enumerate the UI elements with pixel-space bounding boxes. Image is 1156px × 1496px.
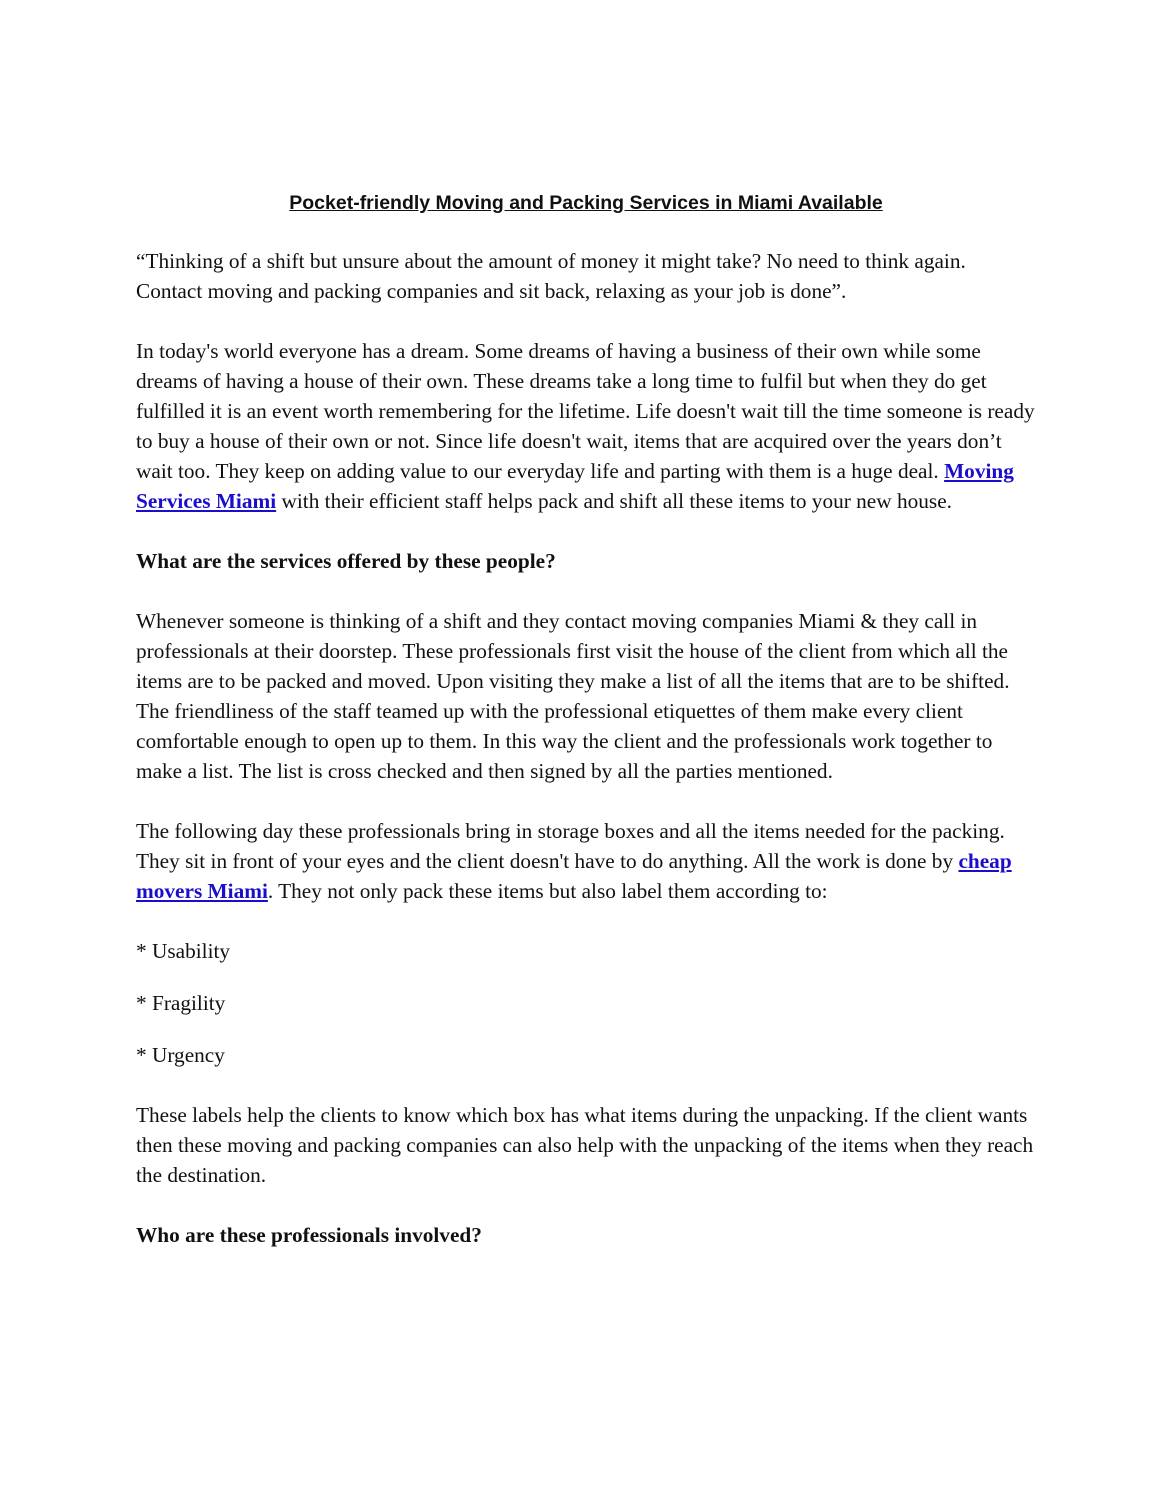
moving-services-miami-link[interactable]: Moving Services Miami: [136, 459, 1014, 513]
cheap-movers-miami-link[interactable]: cheap movers Miami: [136, 849, 1012, 903]
document-title: Pocket-friendly Moving and Packing Services in Miami Available: [289, 192, 883, 214]
paragraph-packing-text-1: The following day these professionals bring in storage boxes and all the items needed for the packing. They sit in front of your eyes and the client doesn't have to do anything. All the work is done by: [136, 819, 1005, 873]
list-item-urgency: * Urgency: [136, 1043, 225, 1067]
paragraph-packing-day: [136, 816, 1036, 906]
document-page: [136, 188, 1036, 1280]
paragraph-labels: These labels help the clients to know which box has what items during the unpacking. If the client wants then these moving and packing companies can also help with the unpacking of the items when they reach the destination.: [136, 1103, 1034, 1187]
list-item-fragility: * Fragility: [136, 991, 226, 1015]
paragraph-dreams-text-1: In today's world everyone has a dream. Some dreams of having a business of their own while some dreams of having a house of their own. These dreams take a long time to fulfil but when they do get fulfilled it is an event worth remembering for the lifetime. Life doesn't wait till the time someone is ready to buy a house of their own or not. Since life doesn't wait, items that are acquired over the years don’t wait too. They keep on adding value to our everyday life and parting with them is a huge deal.: [136, 339, 1035, 483]
paragraph-packing-text-2: . They not only pack these items but also label them according to:: [267, 879, 828, 903]
paragraph-dreams-text-2: with their efficient staff helps pack and shift all these items to your new house.: [276, 489, 952, 513]
heading-services-offered: What are the services offered by these people?: [136, 549, 556, 573]
paragraph-dreams: [136, 336, 1036, 516]
list-item-usability: * Usability: [136, 939, 231, 963]
heading-professionals-involved: Who are these professionals involved?: [136, 1223, 482, 1247]
intro-quote: “Thinking of a shift but unsure about the amount of money it might take? No need to think again. Contact moving and packing companies and sit back, relaxing as your job is done”.: [136, 249, 966, 303]
paragraph-professionals-visit: Whenever someone is thinking of a shift and they contact moving companies Miami & they call in professionals at their doorstep. These professionals first visit the house of the client from which all the items are to be packed and moved. Upon visiting they make a list of all the items that are to be shifted. The friendliness of the staff teamed up with the professional etiquettes of them make every client comfortable enough to open up to them. In this way the client and the professionals work together to make a list. The list is cross checked and then signed by all the parties mentioned.: [136, 609, 1010, 783]
